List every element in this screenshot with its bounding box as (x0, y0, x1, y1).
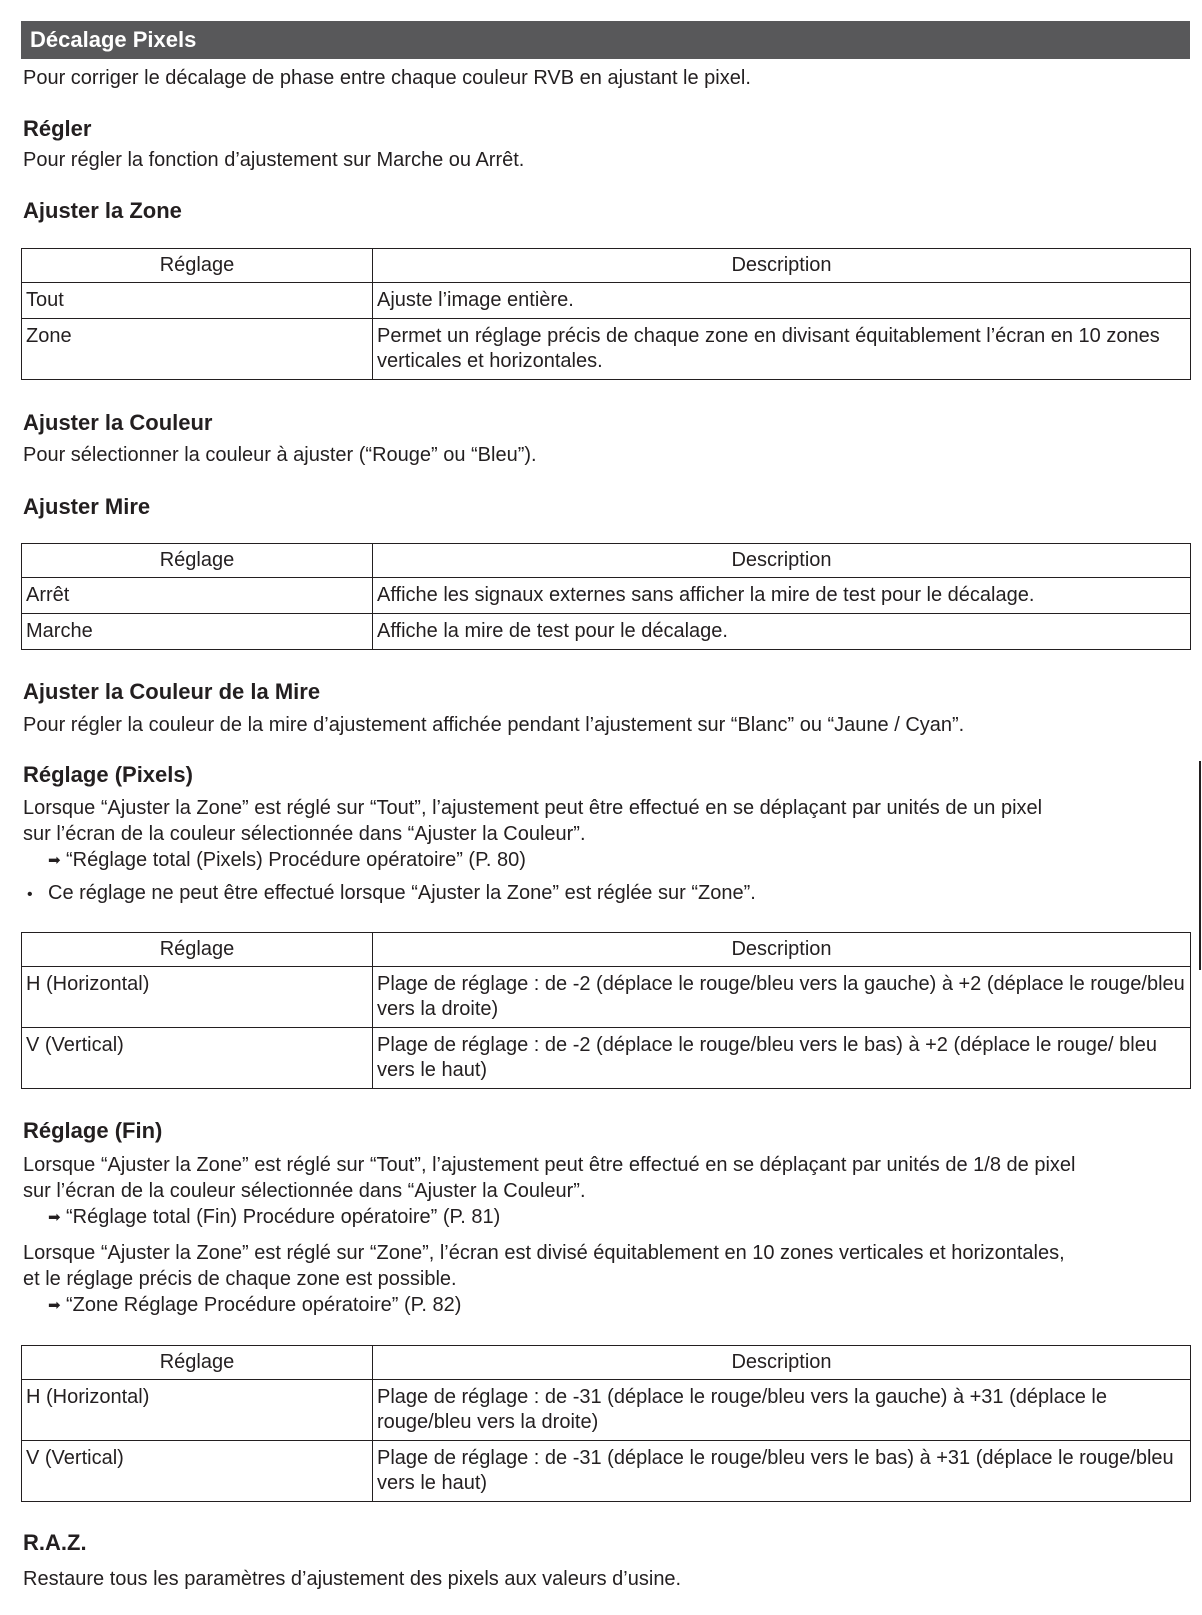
column-header: Réglage (22, 933, 373, 967)
column-header: Réglage (22, 544, 373, 578)
text-regler: Pour régler la fonction d’ajustement sur Marche ou Arrêt. (23, 149, 525, 171)
description-cell: Plage de réglage : de -31 (déplace le rouge/bleu vers le bas) à +31 (déplace le rouge/bleu vers le haut) (373, 1441, 1191, 1502)
pixels-table (21, 932, 1191, 1089)
table-row (22, 578, 1191, 614)
text-couleur-mire: Pour régler la couleur de la mire d’ajustement affichée pendant l’ajustement sur “Blanc” ou “Jaune / Cyan”. (23, 714, 965, 736)
table-header-row (22, 1346, 1191, 1380)
arrow-right-icon: ➡ (48, 852, 61, 869)
table-row (22, 283, 1191, 319)
section-title-bar (21, 21, 1190, 59)
table-row (22, 1028, 1191, 1089)
table-row (22, 614, 1191, 650)
bullet-icon: • (27, 886, 33, 903)
reference-text: “Réglage total (Pixels) Procédure opératoire” (P. 80) (66, 849, 526, 871)
text-raz: Restaure tous les paramètres d’ajustement des pixels aux valeurs d’usine. (23, 1568, 682, 1590)
column-header: Description (373, 1346, 1191, 1380)
text-pixels-line2: sur l’écran de la couleur sélectionnée dans “Ajuster la Couleur”. (23, 823, 586, 845)
reference-link-p82[interactable] (48, 1292, 461, 1319)
mire-table (21, 543, 1191, 650)
column-header: Description (373, 249, 1191, 283)
description-cell: Affiche la mire de test pour le décalage. (373, 614, 1191, 650)
heading-couleur: Ajuster la Couleur (23, 410, 213, 435)
setting-cell: V (Vertical) (22, 1441, 373, 1502)
text-fin-line2: sur l’écran de la couleur sélectionnée dans “Ajuster la Couleur”. (23, 1180, 586, 1202)
description-cell: Affiche les signaux externes sans afficher la mire de test pour le décalage. (373, 578, 1191, 614)
column-header: Description (373, 544, 1191, 578)
setting-cell: Tout (22, 283, 373, 319)
text-fin2-line2: et le réglage précis de chaque zone est possible. (23, 1268, 457, 1290)
heading-couleur-mire: Ajuster la Couleur de la Mire (23, 679, 321, 704)
page-edge-marker (1199, 761, 1201, 970)
fin-table (21, 1345, 1191, 1502)
intro-text: Pour corriger le décalage de phase entre chaque couleur RVB en ajustant le pixel. (23, 67, 751, 89)
note-text: Ce réglage ne peut être effectué lorsque “Ajuster la Zone” est réglée sur “Zone”. (48, 882, 756, 904)
heading-pixels: Réglage (Pixels) (23, 762, 193, 787)
description-cell: Ajuste l’image entière. (373, 283, 1191, 319)
text-pixels-line1: Lorsque “Ajuster la Zone” est réglé sur “Tout”, l’ajustement peut être effectué en se déplaçant par unités de un pixel (23, 797, 1043, 819)
column-header: Réglage (22, 249, 373, 283)
heading-mire: Ajuster Mire (23, 494, 151, 519)
heading-raz: R.A.Z. (23, 1530, 87, 1555)
column-header: Description (373, 933, 1191, 967)
text-fin2-line1: Lorsque “Ajuster la Zone” est réglé sur “Zone”, l’écran est divisé équitablement en 10 zones verticales et horizontales, (23, 1242, 1065, 1264)
table-row (22, 1380, 1191, 1441)
table-header-row (22, 249, 1191, 283)
table-header-row (22, 933, 1191, 967)
table-row (22, 967, 1191, 1028)
setting-cell: H (Horizontal) (22, 967, 373, 1028)
reference-text: “Réglage total (Fin) Procédure opératoire” (P. 81) (66, 1206, 501, 1228)
zone-table (21, 248, 1191, 380)
heading-fin: Réglage (Fin) (23, 1118, 163, 1143)
description-cell: Plage de réglage : de -2 (déplace le rouge/bleu vers la gauche) à +2 (déplace le rouge/bleu vers la droite) (373, 967, 1191, 1028)
reference-link-p80[interactable] (48, 847, 526, 874)
column-header: Réglage (22, 1346, 373, 1380)
table-header-row (22, 544, 1191, 578)
section-title: Décalage Pixels (30, 27, 197, 52)
table-row (22, 319, 1191, 380)
reference-link-p81[interactable] (48, 1204, 500, 1231)
note-bullet (27, 882, 756, 905)
heading-regler: Régler (23, 116, 92, 141)
reference-text: “Zone Réglage Procédure opératoire” (P. 82) (66, 1294, 462, 1316)
table-row (22, 1441, 1191, 1502)
setting-cell: V (Vertical) (22, 1028, 373, 1089)
setting-cell: Zone (22, 319, 373, 380)
description-cell: Permet un réglage précis de chaque zone en divisant équitablement l’écran en 10 zones verticales et horizontales. (373, 319, 1191, 380)
arrow-right-icon: ➡ (48, 1209, 61, 1226)
description-cell: Plage de réglage : de -2 (déplace le rouge/bleu vers le bas) à +2 (déplace le rouge/ bleu vers le haut) (373, 1028, 1191, 1089)
text-couleur: Pour sélectionner la couleur à ajuster (“Rouge” ou “Bleu”). (23, 444, 537, 466)
description-cell: Plage de réglage : de -31 (déplace le rouge/bleu vers la gauche) à +31 (déplace le rouge/bleu vers la droite) (373, 1380, 1191, 1441)
text-fin-line1: Lorsque “Ajuster la Zone” est réglé sur “Tout”, l’ajustement peut être effectué en se déplaçant par unités de 1/8 de pixel (23, 1154, 1076, 1176)
arrow-right-icon: ➡ (48, 1297, 61, 1314)
setting-cell: Marche (22, 614, 373, 650)
heading-zone: Ajuster la Zone (23, 198, 182, 223)
setting-cell: H (Horizontal) (22, 1380, 373, 1441)
setting-cell: Arrêt (22, 578, 373, 614)
